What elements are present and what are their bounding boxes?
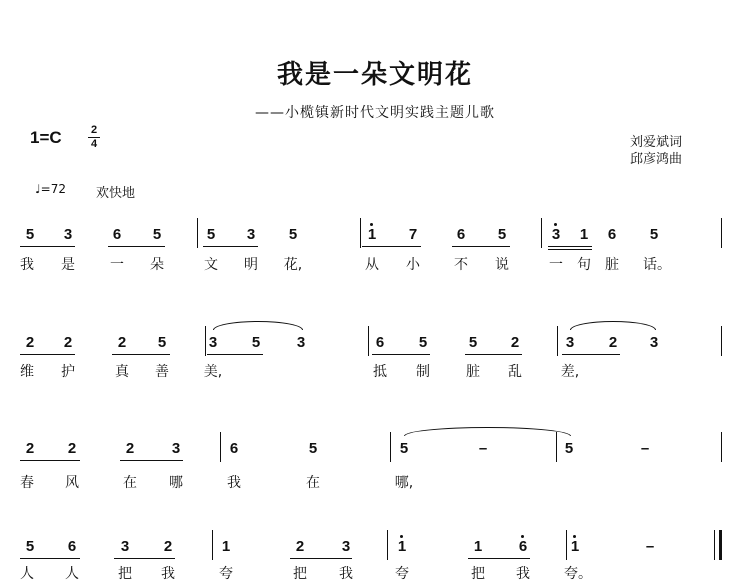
lyric-syllable: 把 [471,566,485,582]
lyric-syllable: 一 [549,257,563,273]
lyric-syllable: 人 [20,566,34,582]
octave-dot [400,535,403,538]
barline [721,326,722,356]
lyric-syllable: 人 [65,566,79,582]
lyric-syllable: 句 [577,257,591,273]
beam-underline [114,558,175,559]
beam-underline [468,558,530,559]
barline [212,530,213,560]
octave-dot [521,535,524,538]
note: 5 [152,226,162,243]
beam-underline [20,246,75,247]
beam-underline [548,249,592,250]
lyric-syllable: 不 [454,257,468,273]
lyric-syllable: 差, [560,364,580,380]
note: 3 [649,334,659,351]
beam-underline [203,246,258,247]
lyric-syllable: 哪, [394,475,414,491]
time-signature-top: 2 [88,124,100,138]
lyric-syllable: 花, [283,257,303,273]
note: 2 [25,334,35,351]
note: 6 [607,226,617,243]
note: 1 [221,538,231,555]
lyric-syllable: 我 [161,566,175,582]
note: 5 [25,226,35,243]
lyric-syllable: 护 [61,364,75,380]
note: 1 [570,538,580,555]
note: 2 [608,334,618,351]
note: 1 [397,538,407,555]
octave-dot [370,223,373,226]
barline [368,326,369,356]
tie-slur [570,321,656,330]
note: 1 [367,226,377,243]
lyric-syllable: 明 [244,257,258,273]
note: 3 [171,440,181,457]
note: – [640,440,650,457]
note: 2 [67,440,77,457]
note: 1 [579,226,589,243]
note: 6 [518,538,528,555]
lyric-syllable: 抵 [373,364,387,380]
final-barline [714,530,715,560]
key-signature: 1=C [30,128,62,147]
note: 3 [565,334,575,351]
note: 2 [295,538,305,555]
lyric-syllable: 话。 [643,257,671,273]
note: 6 [229,440,239,457]
beam-underline [120,460,183,461]
lyric-syllable: 说 [495,257,509,273]
note: 2 [25,440,35,457]
barline [557,326,558,356]
time-signature-bottom: 4 [90,138,98,150]
beam-underline [562,354,620,355]
song-subtitle: ——小榄镇新时代文明实践主题儿歌 [255,105,495,121]
barline [205,326,206,356]
note: 3 [296,334,306,351]
lyric-syllable: 把 [293,566,307,582]
note: 6 [67,538,77,555]
lyric-syllable: 朵 [150,257,164,273]
note: 3 [208,334,218,351]
lyric-syllable: 脏 [605,257,619,273]
note: 2 [510,334,520,351]
expression-marking: 欢快地 [96,186,136,201]
beam-underline [20,460,80,461]
tempo-marking: ♩=72 [35,182,66,196]
beam-underline [372,354,430,355]
octave-dot [573,535,576,538]
barline [197,218,198,248]
note: 3 [341,538,351,555]
note: 5 [418,334,428,351]
note: 5 [206,226,216,243]
octave-dot [554,223,557,226]
lyric-syllable: 夸 [395,566,409,582]
lyric-syllable: 我 [227,475,241,491]
beam-underline [290,558,352,559]
note: 5 [157,334,167,351]
lyric-syllable: 春 [20,475,34,491]
lyric-syllable: 美, [203,364,223,380]
note: – [645,538,655,555]
beam-underline [362,246,421,247]
lyric-syllable: 从 [365,257,379,273]
lyric-syllable: 维 [20,364,34,380]
note: 6 [112,226,122,243]
lyric-syllable: 乱 [508,364,522,380]
lyric-syllable: 是 [61,257,75,273]
lyric-syllable: 一 [110,257,124,273]
lyric-syllable: 我 [339,566,353,582]
lyric-syllable: 把 [118,566,132,582]
note: 3 [551,226,561,243]
note: 2 [63,334,73,351]
barline [556,432,557,462]
lyric-syllable: 夸 [219,566,233,582]
note: 3 [63,226,73,243]
lyric-syllable: 真 [115,364,129,380]
barline [360,218,361,248]
note: 6 [375,334,385,351]
tie-slur [404,427,571,436]
lyric-syllable: 文 [204,257,218,273]
note: 2 [163,538,173,555]
lyric-syllable: 我 [516,566,530,582]
lyric-syllable: 制 [416,364,430,380]
time-signature [88,124,100,151]
barline [566,530,567,560]
barline [721,432,722,462]
barline [220,432,221,462]
note: 5 [564,440,574,457]
note: 2 [125,440,135,457]
note: 5 [288,226,298,243]
beam-underline [20,354,75,355]
final-barline [719,530,722,560]
lyric-syllable: 风 [65,475,79,491]
lyric-syllable: 夸。 [564,566,592,582]
lyric-syllable: 哪 [169,475,183,491]
note: 3 [120,538,130,555]
note: 5 [649,226,659,243]
beam-underline [108,246,165,247]
beam-underline [207,354,263,355]
barline [721,218,722,248]
note: 5 [25,538,35,555]
note: 3 [246,226,256,243]
beam-underline [548,246,592,247]
lyric-syllable: 脏 [466,364,480,380]
note: – [478,440,488,457]
composer-credit: 邱彦鸿曲 [630,152,683,167]
note: 2 [117,334,127,351]
tie-slur [213,321,303,330]
lyric-syllable: 在 [306,475,320,491]
note: 5 [399,440,409,457]
note: 5 [497,226,507,243]
barline [387,530,388,560]
beam-underline [20,558,80,559]
beam-underline [465,354,522,355]
note: 5 [308,440,318,457]
note: 7 [408,226,418,243]
lyric-syllable: 善 [155,364,169,380]
note: 6 [456,226,466,243]
barline [390,432,391,462]
barline [541,218,542,248]
lyric-syllable: 我 [20,257,34,273]
lyric-syllable: 在 [123,475,137,491]
beam-underline [112,354,170,355]
note: 5 [468,334,478,351]
beam-underline [452,246,510,247]
lyricist-credit: 刘爱斌词 [630,135,683,150]
song-title: 我是一朵文明花 [276,60,473,90]
note: 5 [251,334,261,351]
note: 1 [473,538,483,555]
lyric-syllable: 小 [406,257,420,273]
